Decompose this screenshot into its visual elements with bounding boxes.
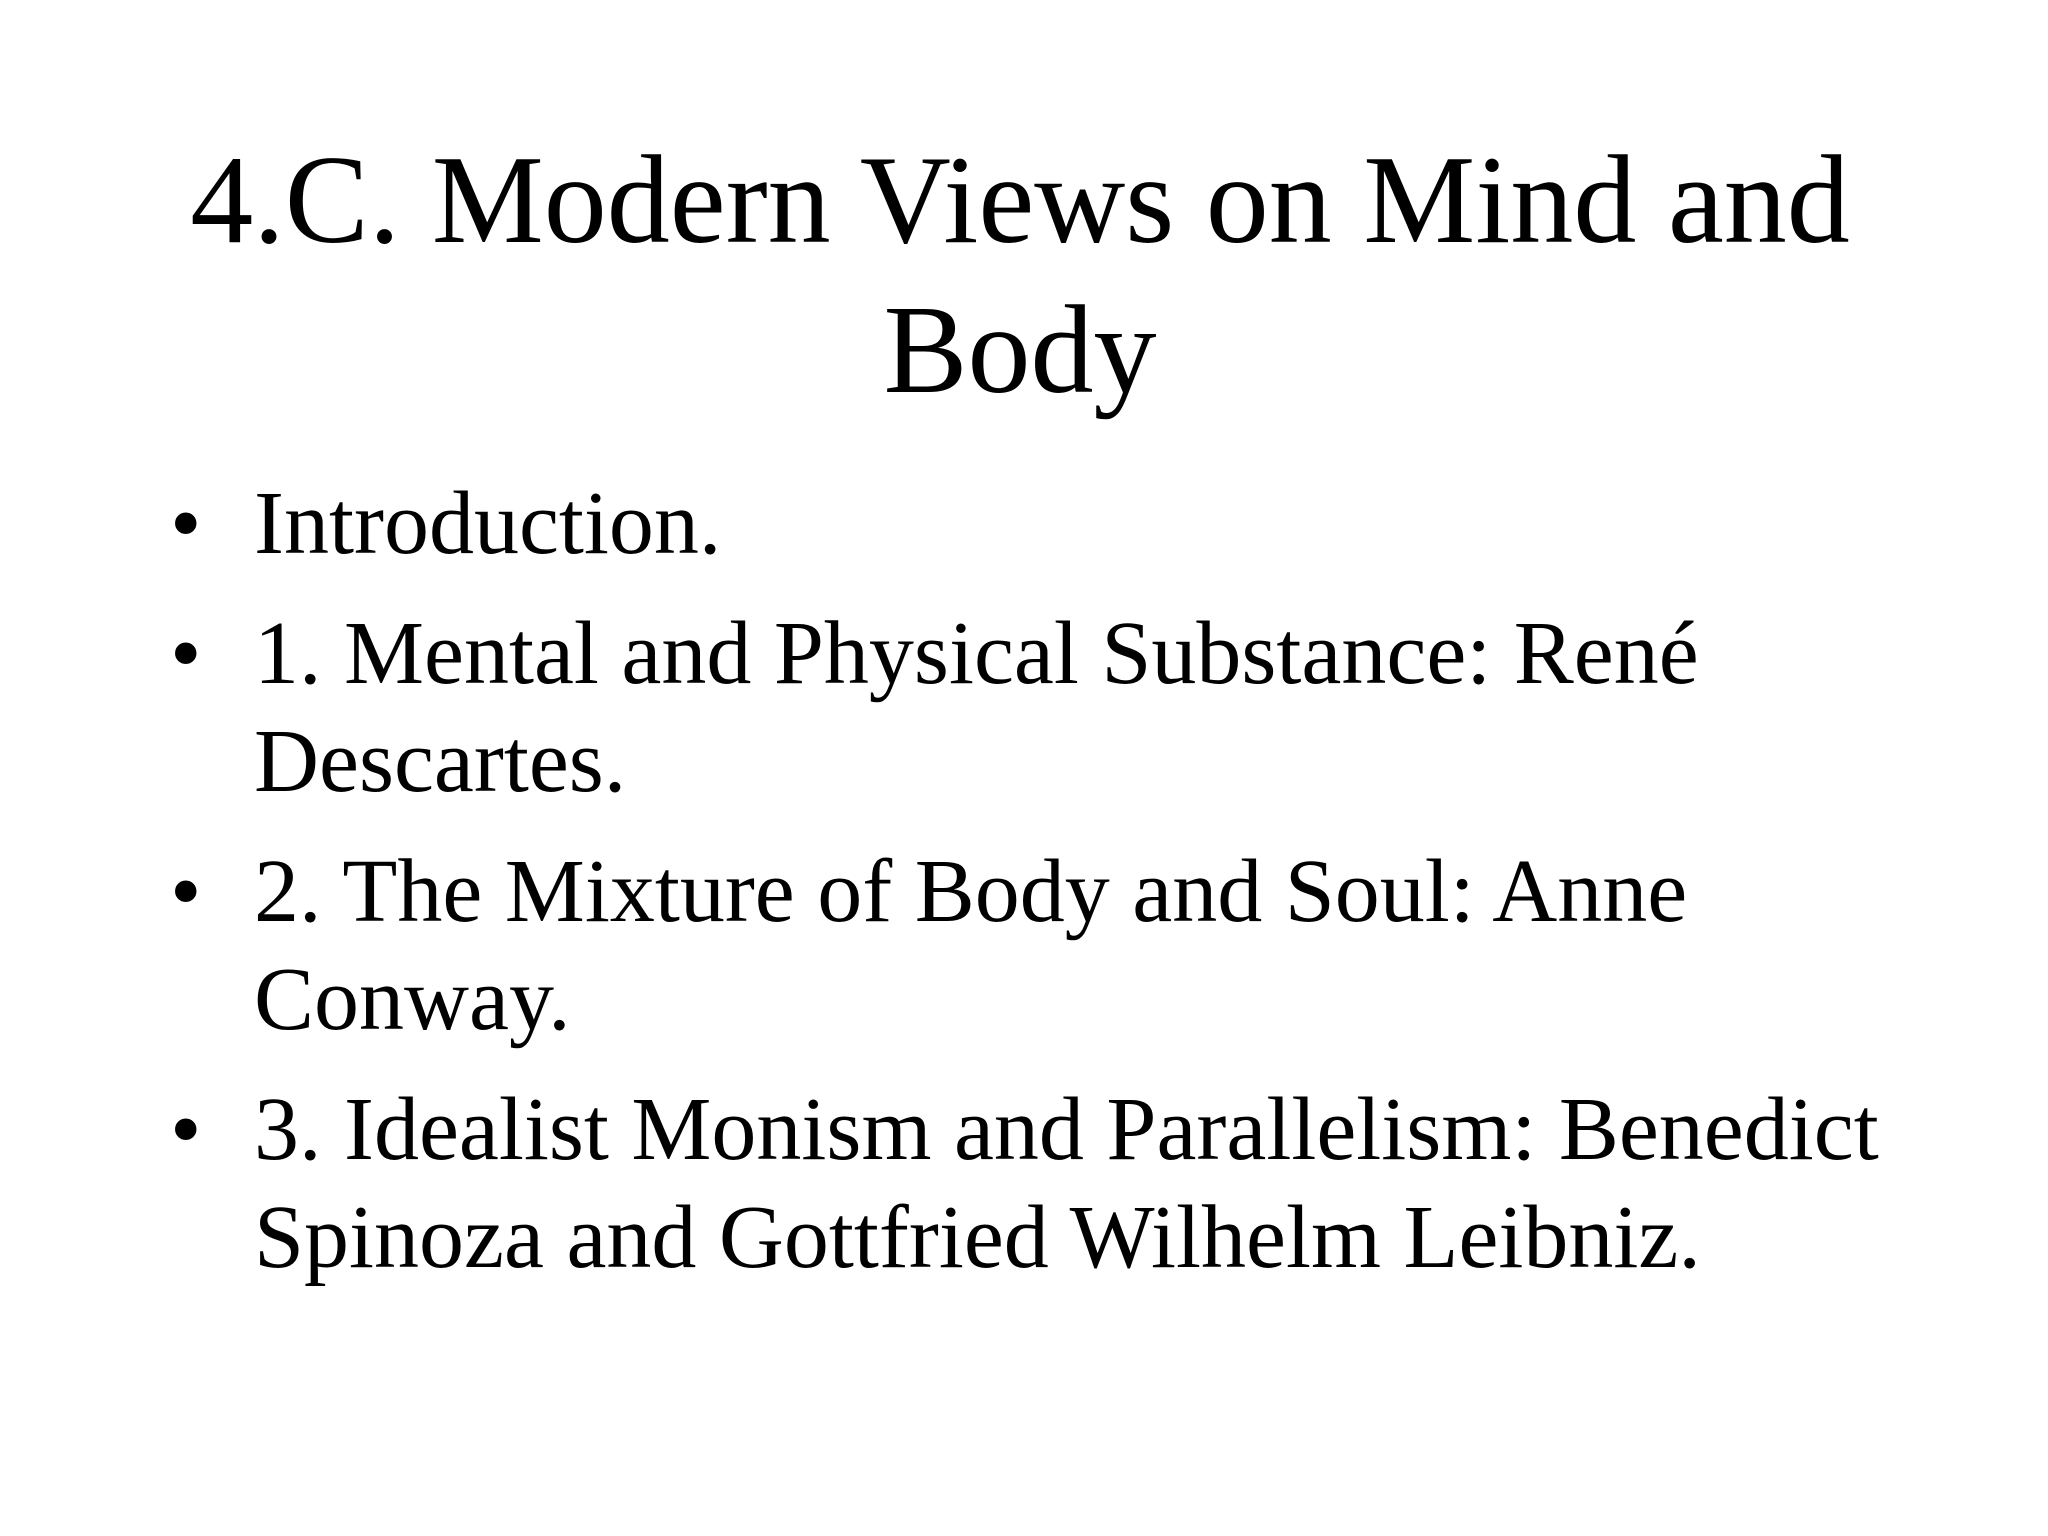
bullet-text: 3. Idealist Monism and Parallelism: Benedict Spinoza and Gottfried Wilhelm Leibniz.: [254, 1080, 1879, 1287]
slide-title: 4.C. Modern Views on Mind and Body: [190, 131, 1850, 420]
bullet-text: 1. Mental and Physical Substance: René Descartes.: [254, 604, 1699, 811]
bullet-icon: •: [170, 1080, 202, 1179]
bullet-text: 2. The Mixture of Body and Soul: Anne Conway.: [254, 842, 1688, 1049]
list-item: [170, 1076, 1890, 1292]
bullet-icon: •: [170, 474, 202, 573]
bullet-text: Introduction.: [254, 474, 722, 573]
bullet-list: [170, 470, 1890, 1314]
list-item: [170, 838, 1890, 1054]
list-item: [170, 470, 1890, 578]
list-item: [170, 600, 1890, 816]
bullet-icon: •: [170, 604, 202, 703]
bullet-icon: •: [170, 842, 202, 941]
